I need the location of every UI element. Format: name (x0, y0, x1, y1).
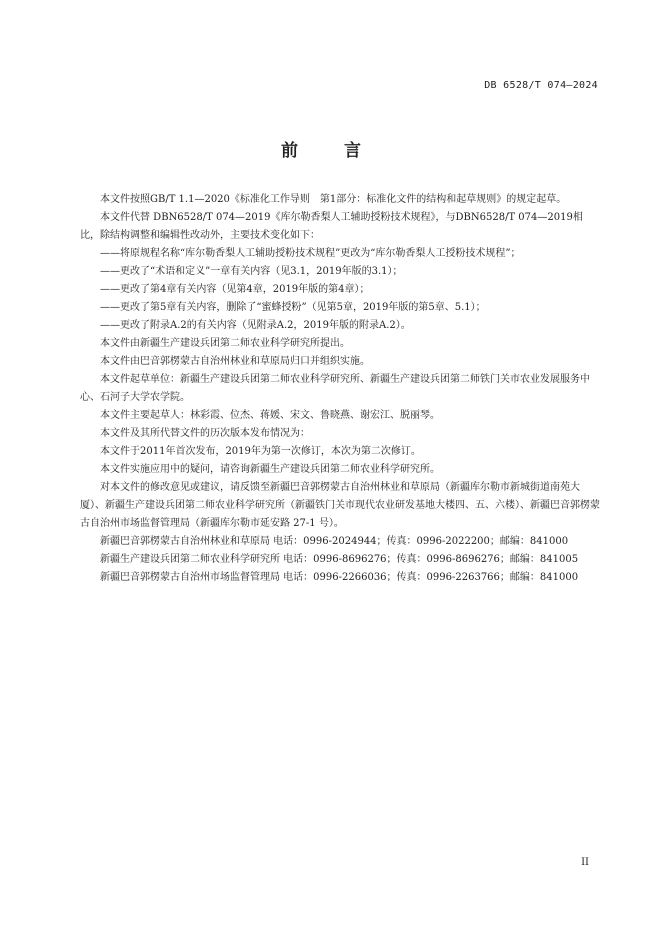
contact-line: 新疆巴音郭楞蒙古自治州市场监督管理局 电话：0996-2266036；传真：0996-2263766；邮编：841000 (100, 572, 579, 583)
paragraph: 本文件于2011年首次发布，2019年为第一次修订，本次为第二次修订。 (100, 446, 421, 457)
document-code: DB 6528/T 074—2024 (484, 80, 598, 91)
change-item: ——更改了“术语和定义”一章有关内容（见3.1，2019年版的3.1）； (100, 266, 403, 277)
contact-line: 新疆巴音郭楞蒙古自治州林业和草原局 电话：0996-2024944；传真：0996-2022200；邮编：841000 (100, 536, 569, 547)
paragraph: 对本文件的修改意见或建议，请反馈至新疆巴音郭楞蒙古自治州林业和草原局（新疆库尔勒市新城街道南苑大厦）、新疆生产建设兵团第二师农业科学研究所（新疆铁门关市现代农业研发基地大楼四、五、六楼）、新疆巴音郭楞蒙古自治州市场监督管理局（新疆库尔勒市延安路 27-1 号）。 (80, 482, 600, 529)
paragraph: 本文件实施应用中的疑问，请咨询新疆生产建设兵团第二师农业科学研究所。 (100, 464, 440, 475)
page-title: 前 言 (281, 141, 381, 161)
contact-line: 新疆生产建设兵团第二师农业科学研究所 电话：0996-8696276；传真：0996-8696276；邮编：841005 (100, 554, 579, 565)
change-item: ——更改了第4章有关内容（见第4章，2019年版的第4章）； (100, 284, 370, 295)
paragraph: 本文件主要起草人：林彩霞、位杰、蒋媛、宋文、鲁晓燕、谢宏江、脱丽琴。 (100, 410, 440, 421)
paragraph: 本文件代替 DBN6528/T 074—2019《库尔勒香梨人工辅助授粉技术规程》，与DBN6528/T 074—2019相比，除结构调整和编辑性改动外，主要技术变化如下： (80, 212, 583, 241)
paragraph: 本文件由巴音郭楞蒙古自治州林业和草原局归口并组织实施。 (100, 356, 370, 367)
paragraph: 本文件按照GB/T 1.1—2020《标准化工作导则 第1部分：标准化文件的结构和起草规则》的规定起草。 (100, 194, 567, 205)
paragraph: 本文件起草单位：新疆生产建设兵团第二师农业科学研究所、新疆生产建设兵团第二师铁门关市农业发展服务中心、石河子大学农学院。 (80, 374, 590, 403)
paragraph: 本文件及其所代替文件的历次版本发布情况为： (100, 428, 310, 439)
paragraph: 本文件由新疆生产建设兵团第二师农业科学研究所提出。 (100, 338, 350, 349)
change-item: ——将原规程名称“库尔勒香梨人工辅助授粉技术规程”更改为“库尔勒香梨人工授粉技术规程”； (100, 248, 521, 259)
change-item: ——更改了第5章有关内容，删除了“蜜蜂授粉”（见第5章，2019年版的第5章、5.1）； (100, 302, 486, 313)
change-item: ——更改了附录A.2的有关内容（见附录A.2，2019年版的附录A.2）。 (100, 320, 411, 331)
page-number: II (581, 857, 589, 868)
foreword-body (80, 191, 600, 587)
